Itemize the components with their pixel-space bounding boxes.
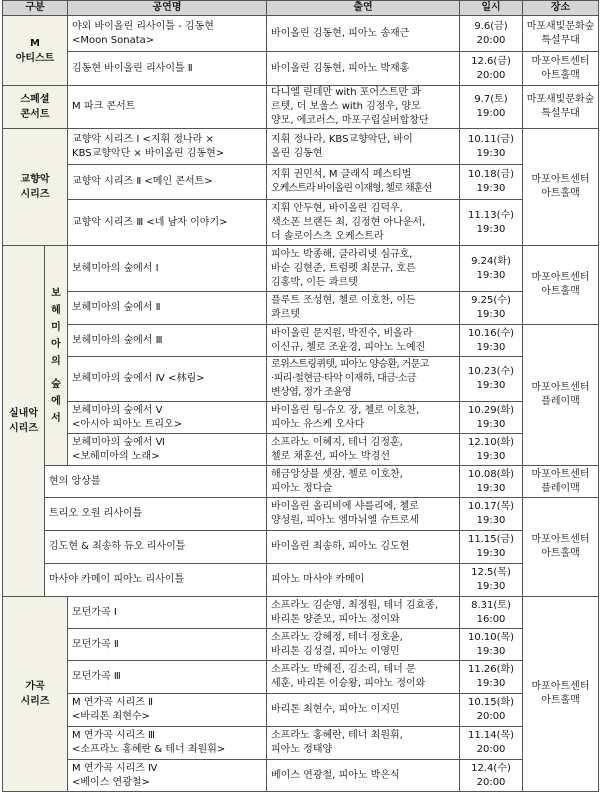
table-row <box>3 597 599 629</box>
date-cell: 11.26(화) 19:30 <box>460 661 523 694</box>
date-cell: 9.25(수) 19:30 <box>460 292 523 325</box>
table-row <box>3 564 599 597</box>
cast-cell: 해금앙상블 셋잠, 첼로 이호찬, 피아노 정다슬 <box>267 466 460 498</box>
table-row <box>3 129 599 165</box>
cast-cell: 다니엘 린데만 with 포어스트만 콰 르텟, 더 보울스 with 김정우, 양모 양모, 에코러스, 마포구립실버합창단 <box>267 86 460 129</box>
program-cell: 모던가곡 Ⅰ <box>68 597 267 629</box>
table-row <box>3 694 599 727</box>
cast-cell: 로위스트링퀴텟, 피아노 양승환, 거문고 ·피리·철현금·타악 이재하, 대금·소금 변상엽, 정가 조윤영 <box>267 357 460 402</box>
program-cell: 교향악 시리즈 Ⅰ <지휘 정나라 × KBS교향악단 × 바이올린 김동현> <box>68 129 267 165</box>
date-cell: 10.10(목) 19:30 <box>460 629 523 661</box>
date-cell: 10.23(수) 19:30 <box>460 357 523 402</box>
venue-cell: 마포아트센터 아트홀맥 <box>523 597 599 792</box>
date-cell: 11.14(목) 20:00 <box>460 727 523 760</box>
program-cell: 야외 바이올린 리사이틀 - 김동현 <Moon Sonata> <box>68 16 267 52</box>
category-m-artist: M 아티스트 <box>3 16 68 86</box>
program-cell: M 연가곡 시리즈 Ⅳ <베이스 연광철> <box>68 760 267 792</box>
table-row <box>3 325 599 357</box>
table-row <box>3 402 599 434</box>
table-row <box>3 86 599 129</box>
header-venue: 장소 <box>523 1 599 16</box>
program-cell: 트리오 오원 리사이틀 <box>45 498 267 531</box>
program-cell: 교향악 시리즈 Ⅲ <네 남자 이야기> <box>68 200 267 246</box>
program-cell: M 연가곡 시리즈 Ⅱ <바리톤 최현수> <box>68 694 267 727</box>
date-cell: 10.29(화) 19:30 <box>460 402 523 434</box>
date-cell: 10.11(금) 19:30 <box>460 129 523 165</box>
concert-schedule-table <box>2 0 599 792</box>
cast-cell: 바이올린 문지원, 박진수, 비올라 이신규, 첼로 조윤경, 피아노 노예진 <box>267 325 460 357</box>
category-chamber-series: 실내악 시리즈 <box>3 246 45 597</box>
cast-cell: 피아노 마사야 카메이 <box>267 564 460 597</box>
header-program: 공연명 <box>68 1 267 16</box>
date-cell: 9.6(금) 20:00 <box>460 16 523 52</box>
date-cell: 10.18(금) 19:30 <box>460 165 523 200</box>
date-cell: 8.31(토) 16:00 <box>460 597 523 629</box>
cast-cell: 플루트 조성현, 첼로 이호찬, 이든 콰르텟 <box>267 292 460 325</box>
date-cell: 12.5(목) 19:30 <box>460 564 523 597</box>
category-song-series: 가곡 시리즈 <box>3 597 68 792</box>
table-row <box>3 466 599 498</box>
cast-cell: 지휘 권민석, M 클래식 페스티벌 오케스트라 바이올린 이재형, 첼로 채훈선 <box>267 165 460 200</box>
cast-cell: 바리톤 최현수, 피아노 이지민 <box>267 694 460 727</box>
program-cell: 현의 앙상블 <box>45 466 267 498</box>
table-row <box>3 357 599 402</box>
program-cell: 보헤미아의 숲에서 Ⅴ <아시아 피아노 트리오> <box>68 402 267 434</box>
cast-cell: 바이올린 팅-슈오 장, 첼로 이호찬, 피아노 유스케 오사다 <box>267 402 460 434</box>
program-cell: M 연가곡 시리즈 Ⅲ <소프라노 홍혜란 & 테너 최원휘> <box>68 727 267 760</box>
venue-cell: 마포새빛문화숲 특설무대 <box>523 86 599 129</box>
cast-cell: 지휘 안두현, 바이올린 김덕우, 색소폰 브랜든 최, 김정현 아나운서, 더 솔로이스츠 오케스트라 <box>267 200 460 246</box>
table-row <box>3 200 599 246</box>
venue-cell: 마포아트센터 아트홀맥 <box>523 498 599 597</box>
cast-cell: 바이올린 최송하, 피아노 김도현 <box>267 531 460 564</box>
program-cell: 보헤미아의 숲에서 Ⅱ <box>68 292 267 325</box>
venue-cell: 마포아트센터 아트홀맥 <box>523 129 599 246</box>
date-cell: 10.16(수) 19:30 <box>460 325 523 357</box>
program-cell: 모던가곡 Ⅲ <box>68 661 267 694</box>
table-row <box>3 629 599 661</box>
cast-cell: 지휘 정나라, KBS교향악단, 바이 올린 김동현 <box>267 129 460 165</box>
venue-cell: 마포새빛문화숲 특설무대 <box>523 16 599 52</box>
table-row <box>3 246 599 292</box>
program-cell: 교향악 시리즈 Ⅱ <메인 콘서트> <box>68 165 267 200</box>
header-datetime: 일시 <box>460 1 523 16</box>
venue-cell: 마포아트센터 아트홀맥 <box>523 52 599 86</box>
cast-cell: 바이올린 김동현, 피아노 송재근 <box>267 16 460 52</box>
cast-cell: 베이스 연광철, 피아노 박은식 <box>267 760 460 792</box>
header-category: 구분 <box>3 1 68 16</box>
cast-cell: 피아노 박종해, 클라리넷 심규호, 바순 김현준, 트럼펫 최문규, 호른 김홍박, 이든 콰르텟 <box>267 246 460 292</box>
table-row <box>3 16 599 52</box>
venue-cell: 마포아트센터 플레이맥 <box>523 325 599 466</box>
program-cell: M 파크 콘서트 <box>68 86 267 129</box>
table-row <box>3 52 599 86</box>
date-cell: 10.08(화) 19:30 <box>460 466 523 498</box>
venue-cell: 마포아트센터 플레이맥 <box>523 466 599 498</box>
program-cell: 김도현 & 최송하 듀오 리사이틀 <box>45 531 267 564</box>
table-row <box>3 434 599 466</box>
category-orchestra-series: 교향악 시리즈 <box>3 129 68 246</box>
program-cell: 보헤미아의 숲에서 Ⅲ <box>68 325 267 357</box>
cast-cell: 소프라노 이혜지, 테너 김정훈, 첼로 채훈선, 피아노 박경선 <box>267 434 460 466</box>
date-cell: 9.24(화) 19:30 <box>460 246 523 292</box>
cast-cell: 소프라노 박혜진, 김소리, 테너 문 세훈, 바리톤 이승왕, 피아노 정이와 <box>267 661 460 694</box>
date-cell: 9.7(토) 19:00 <box>460 86 523 129</box>
subcategory-bohemia: 보 헤 미 아 의 숲 에 서 <box>45 246 68 466</box>
program-cell: 보헤미아의 숲에서 Ⅰ <box>68 246 267 292</box>
table-row <box>3 531 599 564</box>
program-cell: 김동현 바이올린 리사이틀 Ⅱ <box>68 52 267 86</box>
cast-cell: 소프라노 김순영, 최정원, 테너 김효종, 바리톤 양준모, 피아노 정이와 <box>267 597 460 629</box>
program-cell: 보헤미아의 숲에서 Ⅵ <보헤미아의 노래> <box>68 434 267 466</box>
table-row <box>3 498 599 531</box>
table-row <box>3 661 599 694</box>
header-cast: 출연 <box>267 1 460 16</box>
cast-cell: 소프라노 강혜정, 테너 정호윤, 바리톤 김성결, 피아노 이영민 <box>267 629 460 661</box>
table-row <box>3 760 599 792</box>
table-row <box>3 727 599 760</box>
date-cell: 10.17(목) 19:30 <box>460 498 523 531</box>
program-cell: 보헤미아의 숲에서 Ⅳ <林림> <box>68 357 267 402</box>
program-cell: 모던가곡 Ⅱ <box>68 629 267 661</box>
venue-cell: 마포아트센터 아트홀맥 <box>523 246 599 325</box>
date-cell: 11.15(금) 19:30 <box>460 531 523 564</box>
table-row <box>3 292 599 325</box>
cast-cell: 바이올린 김동현, 피아노 박재홍 <box>267 52 460 86</box>
date-cell: 12.4(수) 20:00 <box>460 760 523 792</box>
cast-cell: 바이올린 올리비에 샤를리에, 첼로 양성원, 피아노 엠마뉘엘 슈트로세 <box>267 498 460 531</box>
table-row <box>3 165 599 200</box>
date-cell: 10.15(화) 20:00 <box>460 694 523 727</box>
header-row <box>3 1 599 16</box>
cast-cell: 소프라노 홍혜란, 테너 최원휘, 피아노 정태양 <box>267 727 460 760</box>
date-cell: 12.6(금) 20:00 <box>460 52 523 86</box>
category-special-concert: 스페셜 콘서트 <box>3 86 68 129</box>
program-cell: 마사야 카메이 피아노 리사이틀 <box>45 564 267 597</box>
date-cell: 12.10(화) 19:30 <box>460 434 523 466</box>
date-cell: 11.13(수) 19:30 <box>460 200 523 246</box>
